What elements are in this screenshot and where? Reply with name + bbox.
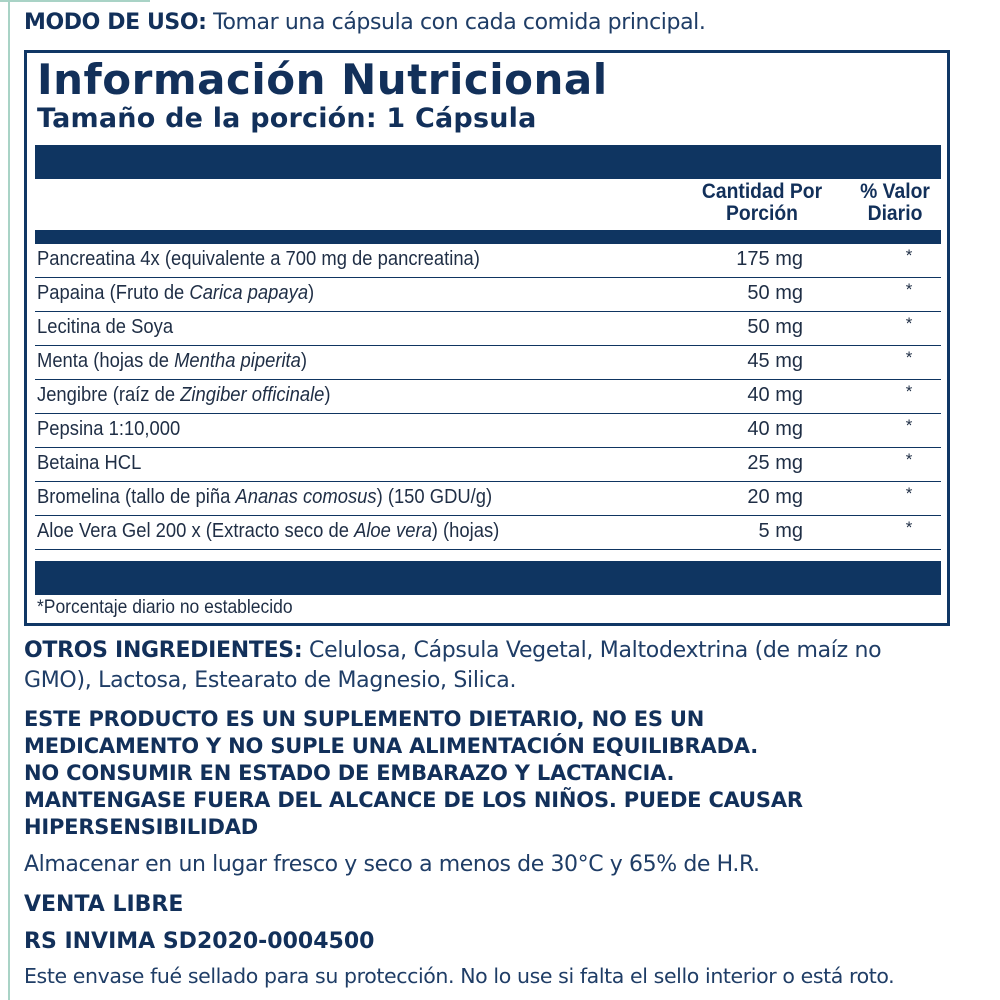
warning-line: ESTE PRODUCTO ES UN SUPLEMENTO DIETARIO, NO ES UN <box>24 707 705 731</box>
warning-line: MANTENGASE FUERA DEL ALCANCE DE LOS NIÑOS. PUEDE CAUSAR <box>24 788 803 812</box>
ingredient-amount: 175 mg <box>736 248 803 270</box>
ingredient-row <box>35 278 941 312</box>
ingredient-amount: 50 mg <box>747 316 803 338</box>
ingredient-name <box>37 418 180 441</box>
directions <box>24 10 705 35</box>
ingredient-name-text: Pancreatina 4x (equivalente a 700 mg de pancreatina) <box>37 248 480 270</box>
ingredient-name-suffix: ) <box>324 384 331 406</box>
ingredient-name-suffix: ) (hojas) <box>431 520 500 542</box>
ingredient-name-suffix: ) <box>308 282 315 304</box>
ingredient-name <box>37 520 499 543</box>
sale-type: VENTA LIBRE <box>24 892 184 917</box>
ingredient-amount: 5 mg <box>758 520 803 542</box>
ingredient-daily-value: * <box>905 314 913 333</box>
ingredient-name <box>37 384 331 407</box>
serving-size: Tamaño de la porción: 1 Cápsula <box>37 103 537 134</box>
divider-bar <box>35 230 941 244</box>
ingredient-latin-name: Aloe vera <box>354 520 432 542</box>
directions-label: MODO DE USO: <box>24 10 207 35</box>
ingredient-name-text: Pepsina 1:10,000 <box>37 418 181 440</box>
ingredient-daily-value: * <box>905 416 913 435</box>
ingredient-name-text: Aloe Vera Gel 200 x (Extracto seco de <box>37 520 355 542</box>
other-ingredients-text: Celulosa, Cápsula Vegetal, Maltodextrina (de maíz no GMO), Lactosa, Estearato de Magnesio, Silica. <box>24 638 882 693</box>
ingredient-latin-name: Carica papaya <box>189 282 309 304</box>
ingredient-row <box>35 346 941 380</box>
ingredient-name <box>37 248 480 271</box>
ingredient-daily-value: * <box>905 280 913 299</box>
ingredient-amount: 40 mg <box>747 418 803 440</box>
ingredient-latin-name: Ananas comosus <box>235 486 377 508</box>
ingredient-daily-value: * <box>905 382 913 401</box>
ingredient-amount: 25 mg <box>747 452 803 474</box>
ingredient-daily-value: * <box>905 348 913 367</box>
directions-text: Tomar una cápsula con cada comida principal. <box>206 10 706 35</box>
ingredient-name <box>37 316 173 339</box>
ingredient-row <box>35 448 941 482</box>
ingredient-latin-name: Mentha piperita <box>174 350 301 372</box>
ingredient-row <box>35 244 941 278</box>
ingredient-latin-name: Zingiber officinale <box>180 384 325 406</box>
seal-notice: Este envase fué sellado para su protección. No lo use si falta el sello interior o está roto. <box>24 964 895 988</box>
ingredient-daily-value: * <box>905 518 913 537</box>
ingredient-amount: 20 mg <box>747 486 803 508</box>
ingredient-daily-value: * <box>905 246 913 265</box>
header-bar <box>35 145 941 179</box>
ingredient-row <box>35 414 941 448</box>
ingredient-amount: 45 mg <box>747 350 803 372</box>
ingredient-name <box>37 282 314 305</box>
column-header-amount: Cantidad Por Porción <box>701 180 823 225</box>
ingredient-amount: 50 mg <box>747 282 803 304</box>
ingredient-rows <box>35 244 941 550</box>
nutrition-facts-panel <box>24 50 950 626</box>
warning-line: HIPERSENSIBILIDAD <box>24 815 259 839</box>
ingredient-name <box>37 452 141 475</box>
registration-number: RS INVIMA SD2020-0004500 <box>24 929 375 954</box>
other-ingredients <box>24 636 954 696</box>
ingredient-name-text: Papaina (Fruto de <box>37 282 190 304</box>
ingredient-name-text: Betaina HCL <box>37 452 142 474</box>
warning-line: MEDICAMENTO Y NO SUPLE UNA ALIMENTACIÓN EQUILIBRADA. <box>24 734 759 758</box>
ingredient-row <box>35 380 941 414</box>
ingredient-name-suffix: ) (150 GDU/g) <box>376 486 493 508</box>
ingredient-name-text: Jengibre (raíz de <box>37 384 181 406</box>
ingredient-row <box>35 312 941 346</box>
ingredient-name-text: Lecitina de Soya <box>37 316 174 338</box>
ingredient-amount: 40 mg <box>747 384 803 406</box>
warning-line: NO CONSUMIR EN ESTADO DE EMBARAZO Y LACTANCIA. <box>24 761 675 785</box>
top-border-line <box>0 0 150 2</box>
left-border-line <box>8 0 10 1000</box>
column-header-daily-value: % Valor Diario <box>860 180 930 225</box>
ingredient-row <box>35 516 941 550</box>
ingredient-name-text: Bromelina (tallo de piña <box>37 486 236 508</box>
ingredient-name <box>37 350 307 373</box>
ingredient-name <box>37 486 492 509</box>
footnote: *Porcentaje diario no establecido <box>37 597 293 618</box>
storage-instructions: Almacenar en un lugar fresco y seco a menos de 30°C y 65% de H.R. <box>24 852 760 877</box>
ingredient-daily-value: * <box>905 484 913 503</box>
ingredient-row <box>35 482 941 516</box>
other-ingredients-label: OTROS INGREDIENTES: <box>24 638 303 663</box>
ingredient-name-text: Menta (hojas de <box>37 350 175 372</box>
warning-statement <box>24 706 974 841</box>
footer-bar <box>35 561 941 595</box>
ingredient-name-suffix: ) <box>300 350 308 372</box>
panel-title: Información Nutricional <box>37 55 608 104</box>
ingredient-daily-value: * <box>905 450 913 469</box>
